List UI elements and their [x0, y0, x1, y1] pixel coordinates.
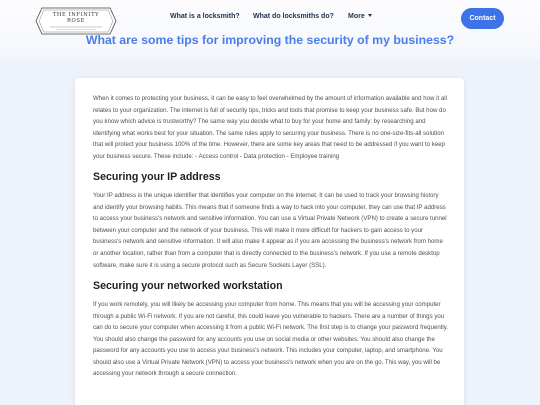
nav-more-label: More — [348, 13, 365, 20]
contact-button[interactable]: Contact — [461, 8, 504, 29]
nav-menu-more[interactable] — [348, 13, 372, 25]
section-body-ip-address: Your IP address is the unique identifier that identifies your computer on the internet. It can be used to track your browsing history and identify your browsing habits. This means that if someone finds a way to hack into your computer, they can use that IP address to access your business's network and sensitive information. You can use a Virtual Private Network (VPN) to create a secure tunnel between your computer and the network of your business. This will make it more difficult for hackers to gain access to your business's network and sensitive information. It will also make it appear as if you are accessing the business's network from home or another location, rather than from a computer that is directly connected to the business's network. If you use a remote desktop software, make sure it is using a secure protocol such as Secure Sockets Layer (SSL). — [93, 192, 447, 269]
logo-text: THE INFINITY ROSE — [52, 12, 100, 24]
section-body-networked-workstation: If you work remotely, you will likely be accessing your computer from home. This means that you will be accessing your computer through a public Wi-Fi network. If you are not careful, this could leave you vulnerable to hackers. There are a number of things you can do to secure your computer when accessing it from a public Wi-Fi network. The first step is to change your password frequently. You should also change the password for any accounts you use on social media or other websites. You should also change the password for any accounts you use to access your business's network. This includes your computer, laptop, and smartphone. You should also use a Virtual Private Network (VPN) to access your business's network when you are on the go. This way, you will be accessing your network through a secure connection. — [93, 301, 449, 378]
article-intro: When it comes to protecting your business, it can be easy to feel overwhelmed by the amount of information available and how it all relates to your organization. The internet is full of security tips, tricks and tools that promise to keep your business safe. But how do you know which advice is trustworthy? The same way you decide what to buy for your home and family: by researching and identifying what works best for your situation. The same rules apply to securing your business. There is no one-size-fits-all solution that will protect your business 100% of the time. However, there are some key areas that need to be addressed if you want to keep your business secure. These include: - Access control - Data protection - Employee training — [93, 95, 447, 160]
nav-link-what-locksmiths-do[interactable]: What do locksmiths do? — [253, 13, 334, 20]
chevron-down-icon — [368, 14, 372, 17]
nav-link-what-is-locksmith[interactable]: What is a locksmith? — [170, 13, 240, 20]
article-content — [93, 93, 449, 380]
section-heading-networked-workstation: Securing your networked workstation — [93, 280, 283, 293]
section-heading-ip-address: Securing your IP address — [93, 171, 221, 184]
page-title: What are some tips for improving the security of my business? — [85, 33, 455, 47]
